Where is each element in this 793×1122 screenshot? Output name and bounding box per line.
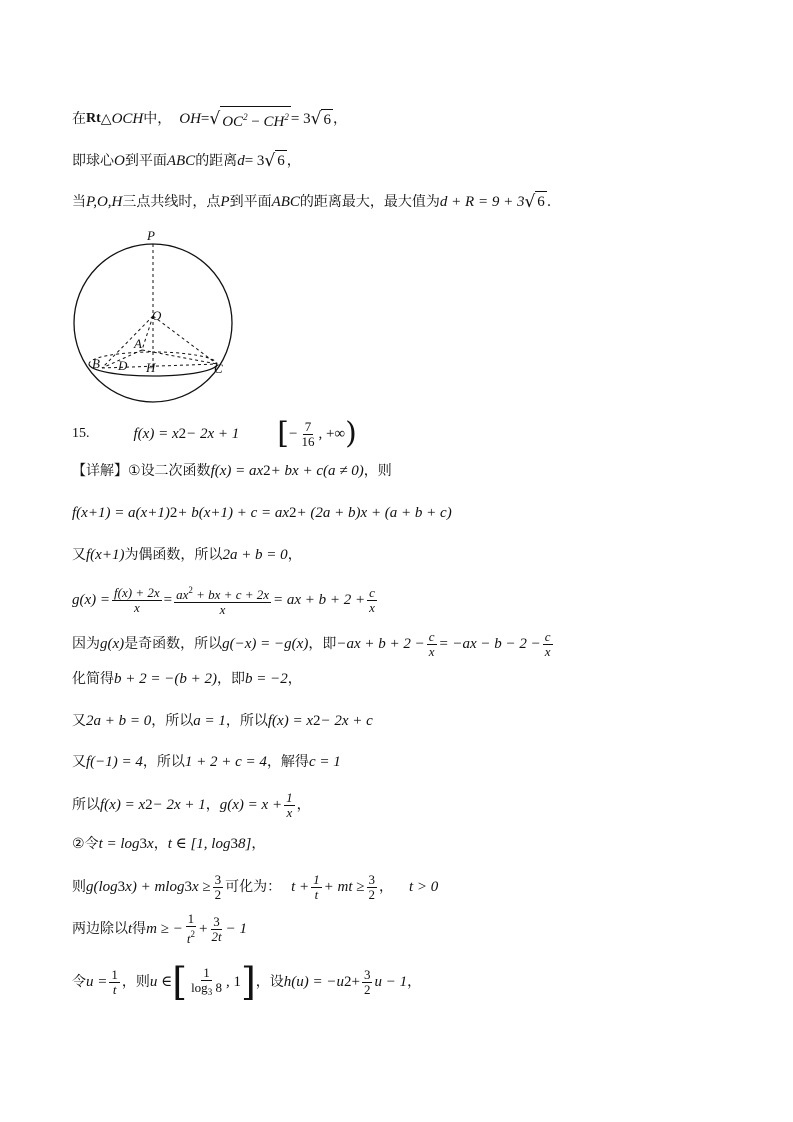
simplify-b: 化简得 b + 2 = −(b + 2) ，即 b = −2 ， [72, 671, 302, 687]
substitution-u: 令 u = $\frac{1}{t}$ ，则 u ∈ [ $\frac{1}{\log_3 8}$ , 1 ] ，设 h(u) = −u 2 + $\frac{3}{2}$ u − 1 ， [72, 960, 422, 1004]
line-rt-och: 在 Rt △ OCH 中， OH = √ $OC^2 - CH^2$ = 3 √ 6 ， [72, 106, 347, 132]
sphere-figure [64, 228, 244, 403]
answer-15: 15. f (x) = x 2 − 2x + 1 [ − $\frac{7}{16}$ , +∞ ) [72, 416, 357, 451]
detail-intro: 【详解】 ① 设二次函数 f(x) = ax 2 + bx + c (a ≠ 0) ，则 [72, 463, 392, 479]
label-p: P [147, 228, 155, 243]
expansion-f-x-plus-1: f(x+1) = a(x+1) 2 + b(x+1) + c = ax 2 + (2a + b)x + (a + b + c) [72, 505, 452, 521]
line-distance: 即球心 O 到平面 ABC 的距离 d = 3 √ 6 ， [72, 150, 301, 171]
label-a: A [134, 336, 142, 351]
odd-function-line: 因为 g(x) 是奇函数，所以 g(−x) = −g(x) ，即 −ax + b + 2 − $\frac{c}{x}$ = −ax − b − 2 − $\frac{c}{x}$ [72, 628, 551, 659]
line-max-distance: 当 P,O,H 三点共线时，点 P 到平面 ABC 的距离最大，最大值为 d + R = 9 + 3 √ 6 . [72, 191, 552, 212]
g-definition: g(x) = $\frac{f(x) + 2x}{x}$ = $\frac{ax^2 + bx + c + 2x}{x}$ = ax + b + 2 + $\frac{c}{x}$ [72, 584, 375, 617]
divide-by-t: 两边除以 t 得 m ≥ − $\frac{1}{t^2}$ + $\frac{3}{2t}$ − 1 [72, 911, 247, 946]
label-h: H [146, 360, 156, 375]
label-b: B [92, 356, 100, 371]
substitution-t: ② 令 t = log 3 x ， t ∈ [1, log 3 8] ， [72, 836, 266, 852]
sqrt-sign: √ [209, 109, 221, 129]
label-d: D [118, 358, 128, 373]
label-o: O [152, 308, 162, 323]
line-o-c [153, 316, 217, 364]
result-f-g: 所以 f(x) = x 2 − 2x + 1 ， g(x) = x + $\frac{1}{x}$ ， [72, 789, 311, 820]
inequality-transform: 则 g(log 3 x) + mlog 3 x ≥ $\frac{3}{2}$ 可化为： t + $\frac{1}{t}$ + mt ≥ $\frac{3}{2}$ ， t > 0 [72, 871, 439, 902]
find-c: 又 f(−1) = 4 ，所以 1 + 2 + c = 4 ，解得 c = 1 [72, 754, 341, 770]
fraction-7-16: $\frac{7}{16}$ [301, 418, 315, 449]
find-a: 又 2a + b = 0 ，所以 a = 1 ，所以 f(x) = x 2 − 2x + c [72, 713, 373, 729]
label-c: C [214, 361, 223, 376]
even-function-line: 又 f(x+1) 为偶函数，所以 2a + b = 0 ， [72, 547, 302, 563]
